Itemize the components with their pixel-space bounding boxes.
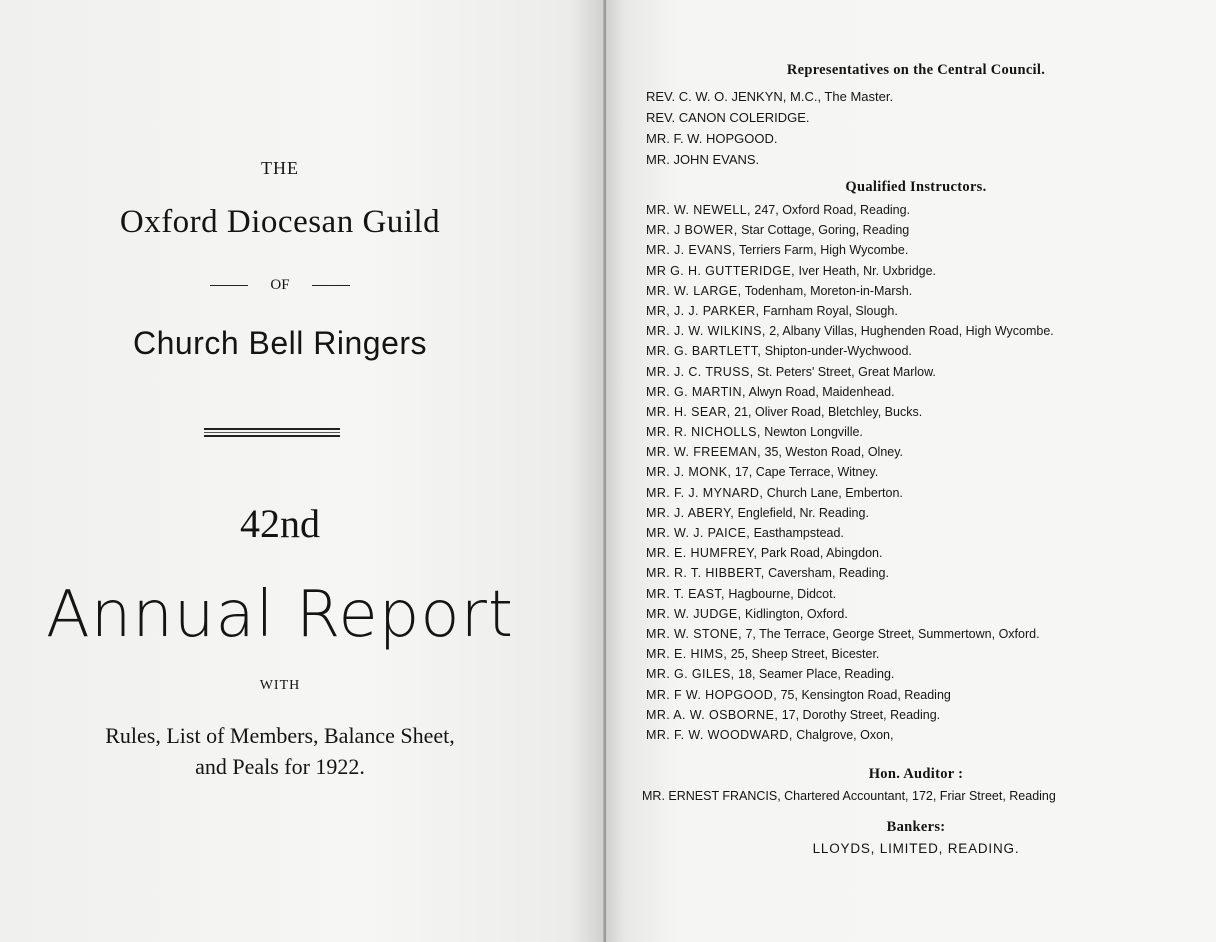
instructor-address: Farnham Royal, Slough.: [763, 303, 898, 318]
instructors-heading: Qualified Instructors.: [845, 179, 987, 195]
instructor-address: Hagbourne, Didcot.: [728, 586, 837, 601]
instructor-name: MR. F. J. MYNARD,: [646, 485, 764, 500]
bankers-heading: Bankers:: [886, 819, 946, 835]
instructor-name: MR. R. NICHOLLS,: [646, 425, 761, 440]
instructor-address: Caversham, Reading.: [768, 566, 889, 581]
instructor-address: 18, Seamer Place, Reading.: [738, 667, 895, 682]
subtitle-line-2: and Peals for 1922.: [195, 754, 365, 779]
guild-ringers: Church Bell Ringers: [132, 325, 428, 361]
subtitle-line-1: Rules, List of Members, Balance Sheet,: [105, 723, 455, 748]
instructor-address: Todenham, Moreton-in-Marsh.: [744, 283, 913, 298]
instructor-address: Chalgrove, Oxon,: [796, 727, 894, 742]
instructor-row: [646, 523, 1054, 543]
bankers-entry: LLOYDS, LIMITED, READING.: [812, 841, 1020, 856]
instructor-address: 17, Cape Terrace, Witney.: [734, 465, 879, 480]
instructor-address: 2, Albany Villas, Hughenden Road, High Wycombe.: [769, 324, 1054, 339]
title-of-row: [0, 277, 560, 294]
instructor-address: 25, Sheep Street, Bicester.: [730, 647, 880, 662]
instructor-row: [646, 725, 1054, 745]
instructor-name: MR. G. GILES,: [646, 667, 735, 682]
instructor-name: MR. A. W. OSBORNE,: [646, 707, 779, 722]
instructor-name: MR. J BOWER,: [646, 223, 738, 238]
instructor-address: Newton Longville.: [764, 425, 863, 440]
instructor-row: [646, 604, 1054, 624]
list-item: REV. CANON COLERIDGE.: [646, 110, 810, 125]
instructor-name: MR. E. HIMS,: [646, 647, 728, 662]
double-rule-divider: [204, 428, 340, 437]
instructor-row: [646, 584, 1054, 604]
instructor-name: MR. W. NEWELL,: [646, 203, 751, 217]
instructor-row: [646, 301, 1054, 321]
title-of: OF: [270, 277, 290, 293]
instructor-address: Alwyn Road, Maidenhead.: [748, 384, 895, 399]
instructor-name: MR. F. W. WOODWARD,: [646, 727, 793, 742]
instructor-name: MR. J. ABERY,: [646, 505, 735, 520]
officers-page: [606, 0, 1216, 942]
instructor-name: MR. R. T. HIBBERT,: [646, 566, 765, 581]
auditor-heading: Hon. Auditor :: [868, 766, 964, 782]
instructor-row: [646, 644, 1054, 664]
instructor-name: MR, J. J. PARKER,: [646, 303, 760, 318]
title-page: [0, 0, 606, 942]
instructor-row: [646, 362, 1054, 382]
report-title: Annual Report: [46, 578, 514, 652]
instructor-row: [646, 563, 1054, 583]
instructor-address: Iver Heath, Nr. Uxbridge.: [798, 263, 937, 278]
instructor-row: [646, 341, 1054, 361]
instructor-row: [646, 281, 1054, 301]
instructor-address: 21, Oliver Road, Bletchley, Bucks.: [734, 404, 923, 419]
instructor-name: MR. T. EAST,: [646, 586, 725, 601]
instructor-name: MR. H. SEAR,: [646, 404, 731, 419]
instructor-address: Kidlington, Oxford.: [744, 606, 848, 621]
council-list: [646, 86, 893, 170]
instructor-name: MR G. H. GUTTERIDGE,: [646, 263, 795, 278]
list-item: REV. C. W. O. JENKYN, M.C., The Master.: [646, 89, 894, 104]
instructor-address: Easthampstead.: [753, 526, 844, 540]
instructor-address: Park Road, Abingdon.: [760, 546, 883, 561]
instructor-name: MR. J. C. TRUSS,: [646, 364, 754, 379]
title-with: WITH: [259, 678, 301, 693]
guild-name: Oxford Diocesan Guild: [119, 204, 441, 240]
instructor-row: [646, 503, 1054, 523]
right-dash-rule: [312, 285, 350, 287]
instructors-list: [646, 200, 1054, 745]
instructor-name: MR. J. EVANS,: [646, 243, 736, 258]
instructor-address: 35, Weston Road, Olney.: [764, 445, 904, 460]
instructor-name: MR. E. HUMFREY,: [646, 546, 758, 561]
instructor-address: 17, Dorothy Street, Reading.: [781, 707, 941, 722]
instructor-name: MR. W. LARGE,: [646, 283, 742, 298]
instructor-name: MR. W. J. PAICE,: [646, 526, 751, 540]
list-item: MR. JOHN EVANS.: [646, 152, 760, 167]
instructor-address: Shipton-under-Wychwood.: [764, 344, 912, 359]
instructor-row: [646, 664, 1054, 684]
instructor-name: MR. W. FREEMAN,: [646, 445, 762, 460]
council-heading: Representatives on the Central Council.: [786, 62, 1046, 78]
instructor-address: 247, Oxford Road, Reading.: [754, 203, 911, 217]
instructor-row: [646, 240, 1054, 260]
instructor-row: [646, 462, 1054, 482]
instructor-row: [646, 402, 1054, 422]
instructor-address: 75, Kensington Road, Reading: [780, 687, 951, 702]
instructor-row: [646, 220, 1054, 240]
instructor-name: MR. W. JUDGE,: [646, 606, 742, 621]
instructor-row: [646, 382, 1054, 402]
instructor-address: 7, The Terrace, George Street, Summertown, Oxford.: [745, 626, 1040, 641]
instructor-name: MR. G. MARTIN,: [646, 384, 746, 399]
instructor-row: [646, 705, 1054, 725]
instructor-address: Church Lane, Emberton.: [766, 485, 903, 500]
instructor-row: [646, 321, 1054, 341]
instructor-row: [646, 442, 1054, 462]
instructor-row: [646, 543, 1054, 563]
instructor-address: St. Peters' Street, Great Marlow.: [757, 364, 936, 379]
list-item: MR. F. W. HOPGOOD.: [646, 131, 778, 146]
instructor-name: MR. F W. HOPGOOD,: [646, 687, 778, 702]
instructor-address: Englefield, Nr. Reading.: [737, 505, 869, 520]
title-the: THE: [261, 158, 299, 178]
instructor-row: [646, 261, 1054, 281]
report-subtitle: [0, 720, 560, 782]
report-ordinal: 42nd: [240, 501, 320, 546]
instructor-name: MR. J. MONK,: [646, 465, 732, 480]
instructor-name: MR. W. STONE,: [646, 626, 742, 641]
instructor-row: [646, 422, 1054, 442]
auditor-entry: MR. ERNEST FRANCIS, Chartered Accountant, 172, Friar Street, Reading: [642, 789, 1056, 803]
instructor-name: MR. G. BARTLETT,: [646, 344, 762, 359]
instructor-name: MR. J. W. WILKINS,: [646, 324, 766, 339]
instructor-row: [646, 483, 1054, 503]
instructor-address: Terriers Farm, High Wycombe.: [738, 243, 909, 258]
instructor-row: [646, 624, 1054, 644]
instructor-address: Star Cottage, Goring, Reading: [741, 223, 910, 238]
instructor-row: [646, 200, 1054, 220]
instructor-row: [646, 685, 1054, 705]
left-dash-rule: [210, 285, 248, 287]
